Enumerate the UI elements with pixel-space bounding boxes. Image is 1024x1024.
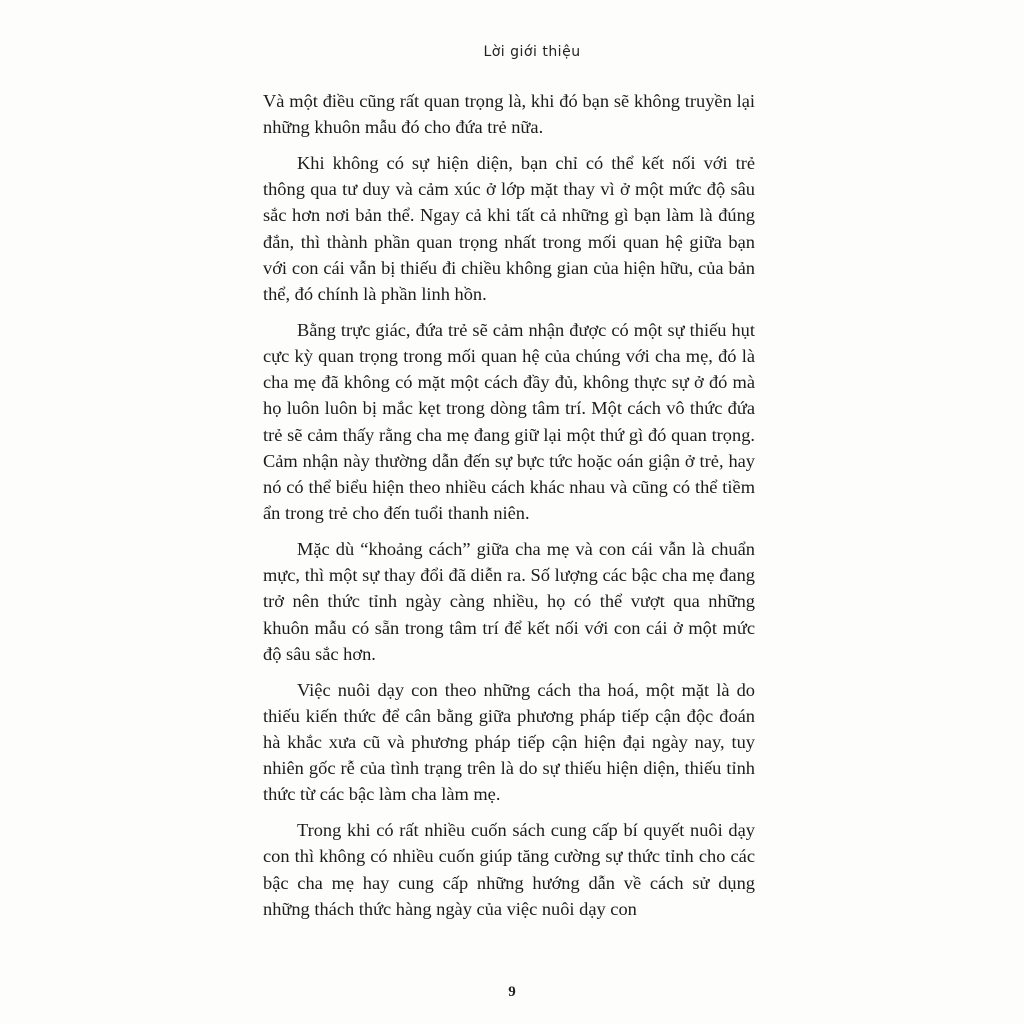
paragraph: Bằng trực giác, đứa trẻ sẽ cảm nhận được có một sự thiếu hụt cực kỳ quan trọng trong mối quan hệ của chúng với cha mẹ, đó là cha mẹ đã không có mặt một cách đầy đủ, không thực sự ở đó mà họ luôn luôn bị mắc kẹt trong dòng tâm trí. Một cách vô thức đứa trẻ sẽ cảm thấy rằng cha mẹ đang giữ lại một thứ gì đó quan trọng. Cảm nhận này thường dẫn đến sự bực tức hoặc oán giận ở trẻ, hay nó có thể biểu hiện theo nhiều cách khác nhau và cũng có thể tiềm ẩn trong trẻ cho đến tuổi thanh niên. bbox=[263, 319, 755, 524]
paragraph: Trong khi có rất nhiều cuốn sách cung cấp bí quyết nuôi dạy con thì không có nhiều cuốn giúp tăng cường sự thức tỉnh cho các bậc cha mẹ hay cung cấp những hướng dẫn về cách sử dụng những thách thức hàng ngày của việc nuôi dạy con bbox=[263, 820, 755, 919]
paragraph: Mặc dù “khoảng cách” giữa cha mẹ và con cái vẫn là chuẩn mực, thì một sự thay đổi đã diễn ra. Số lượng các bậc cha mẹ đang trở nên thức tỉnh ngày càng nhiều, họ có thể vượt qua những khuôn mẫu có sẵn trong tâm trí để kết nối với con cái ở một mức độ sâu sắc hơn. bbox=[263, 539, 755, 664]
page-number: 9 bbox=[508, 984, 516, 1000]
paragraph-continuation: Và một điều cũng rất quan trọng là, khi đó bạn sẽ không truyền lại những khuôn mẫu đó cho đứa trẻ nữa. bbox=[263, 91, 755, 138]
running-header: Lời giới thiệu bbox=[483, 44, 581, 60]
paragraph: Việc nuôi dạy con theo những cách tha hoá, một mặt là do thiếu kiến thức để cân bằng giữa phương pháp tiếp cận độc đoán hà khắc xưa cũ và phương pháp tiếp cận hiện đại ngày nay, tuy nhiên gốc rễ của tình trạng trên là do sự thiếu hiện diện, thiếu tỉnh thức từ các bậc làm cha làm mẹ. bbox=[263, 679, 755, 805]
paragraph: Khi không có sự hiện diện, bạn chỉ có thể kết nối với trẻ thông qua tư duy và cảm xúc ở lớp mặt thay vì ở một mức độ sâu sắc hơn nơi bản thể. Ngay cả khi tất cả những gì bạn làm là đúng đắn, thì thành phần quan trọng nhất trong mối quan hệ giữa bạn với con cái vẫn bị thiếu đi chiều không gian của hiện hữu, của bản thể, đó chính là phần linh hồn. bbox=[263, 153, 755, 305]
body-text bbox=[263, 88, 755, 932]
